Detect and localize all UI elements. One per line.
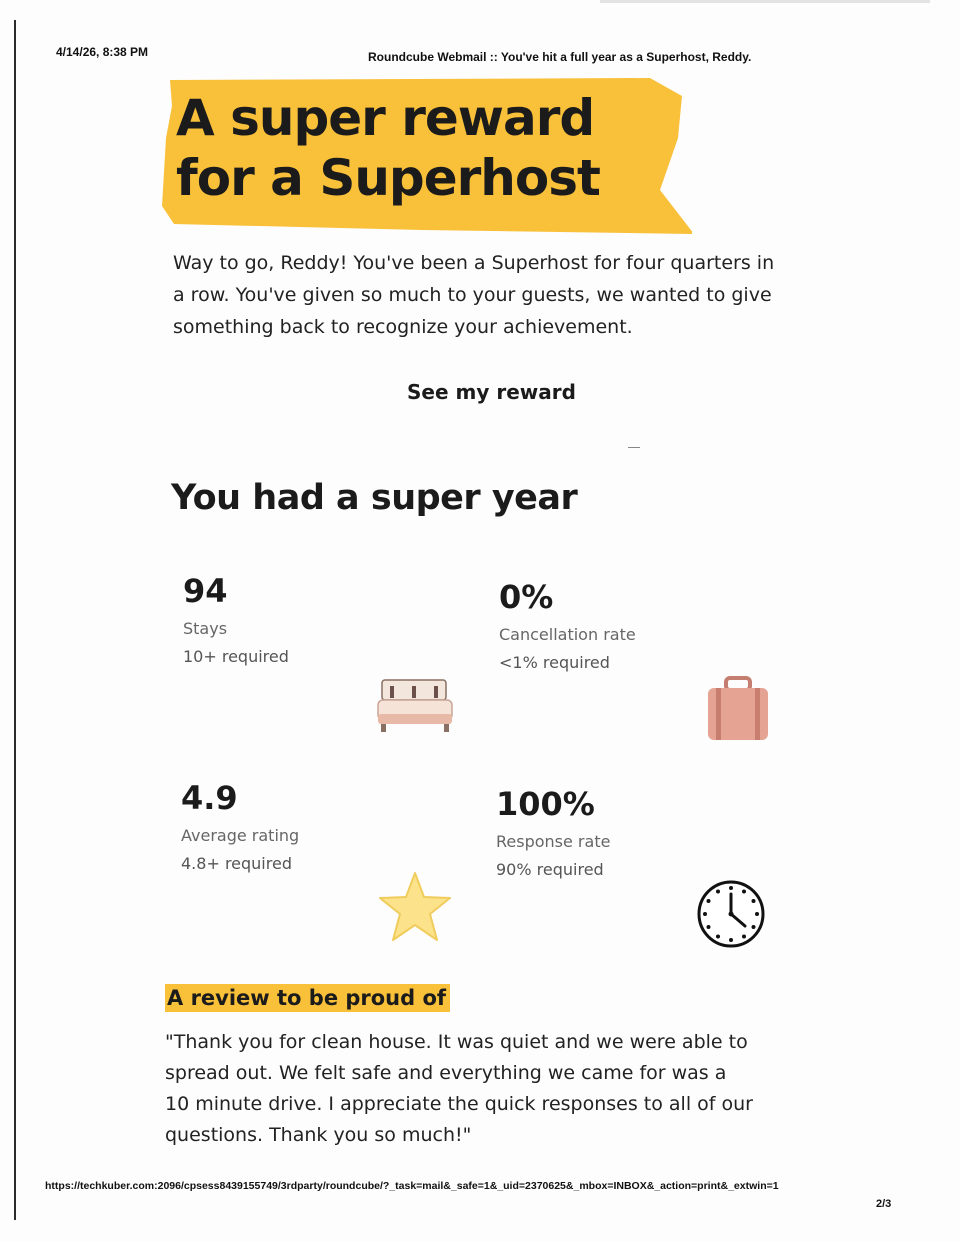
print-date: 4/14/26, 8:38 PM <box>56 45 149 59</box>
stat-label: Average rating <box>181 826 300 845</box>
stat-requirement: 90% required <box>496 860 604 879</box>
star-icon <box>377 871 453 943</box>
suitcase-icon <box>706 676 770 742</box>
review-heading-wrap <box>165 984 450 1012</box>
stat-response-rate <box>496 784 796 879</box>
stat-requirement: <1% required <box>499 653 610 672</box>
see-my-reward-link[interactable]: See my reward <box>407 380 576 404</box>
stat-value: 0% <box>499 578 554 616</box>
stat-value: 100% <box>496 785 595 823</box>
stat-stays <box>183 571 483 666</box>
page-number: 2/3 <box>876 1198 892 1210</box>
stat-label: Response rate <box>496 832 611 851</box>
review-heading: A review to be proud of <box>165 984 450 1012</box>
clock-icon <box>696 879 766 949</box>
hero-title: A super reward for a Superhost <box>176 89 600 207</box>
bed-icon <box>376 678 454 736</box>
divider <box>628 447 640 448</box>
print-footer-url: https://techkuber.com:2096/cpsess8439155749/3rdparty/roundcube/?_task=mail&_safe=1&_uid=2370625&_mbox=INBOX&_action=print&_extwin=1 <box>45 1180 779 1192</box>
scan-artifact <box>600 0 930 3</box>
stat-cancellation-rate <box>499 577 799 672</box>
stat-value: 4.9 <box>181 779 238 817</box>
print-header-title: Roundcube Webmail :: You've hit a full year as a Superhost, Reddy. <box>368 50 752 64</box>
review-quote: "Thank you for clean house. It was quiet and we were able to spread out. We felt safe and everything we came for was a 10 minute drive. I appreciate the quick responses to all of our questions. Thank you so much!" <box>165 1031 753 1146</box>
stat-average-rating <box>181 778 481 873</box>
stat-requirement: 4.8+ required <box>181 854 292 873</box>
stat-requirement: 10+ required <box>183 647 289 666</box>
intro-paragraph: Way to go, Reddy! You've been a Superhost for four quarters in a row. You've given so much to your guests, we wanted to give something back to recognize your achievement. <box>173 252 775 338</box>
stat-label: Stays <box>183 619 228 638</box>
section-title: You had a super year <box>171 478 578 518</box>
stat-value: 94 <box>183 572 228 610</box>
stat-label: Cancellation rate <box>499 625 636 644</box>
scan-edge-line <box>14 20 16 1220</box>
